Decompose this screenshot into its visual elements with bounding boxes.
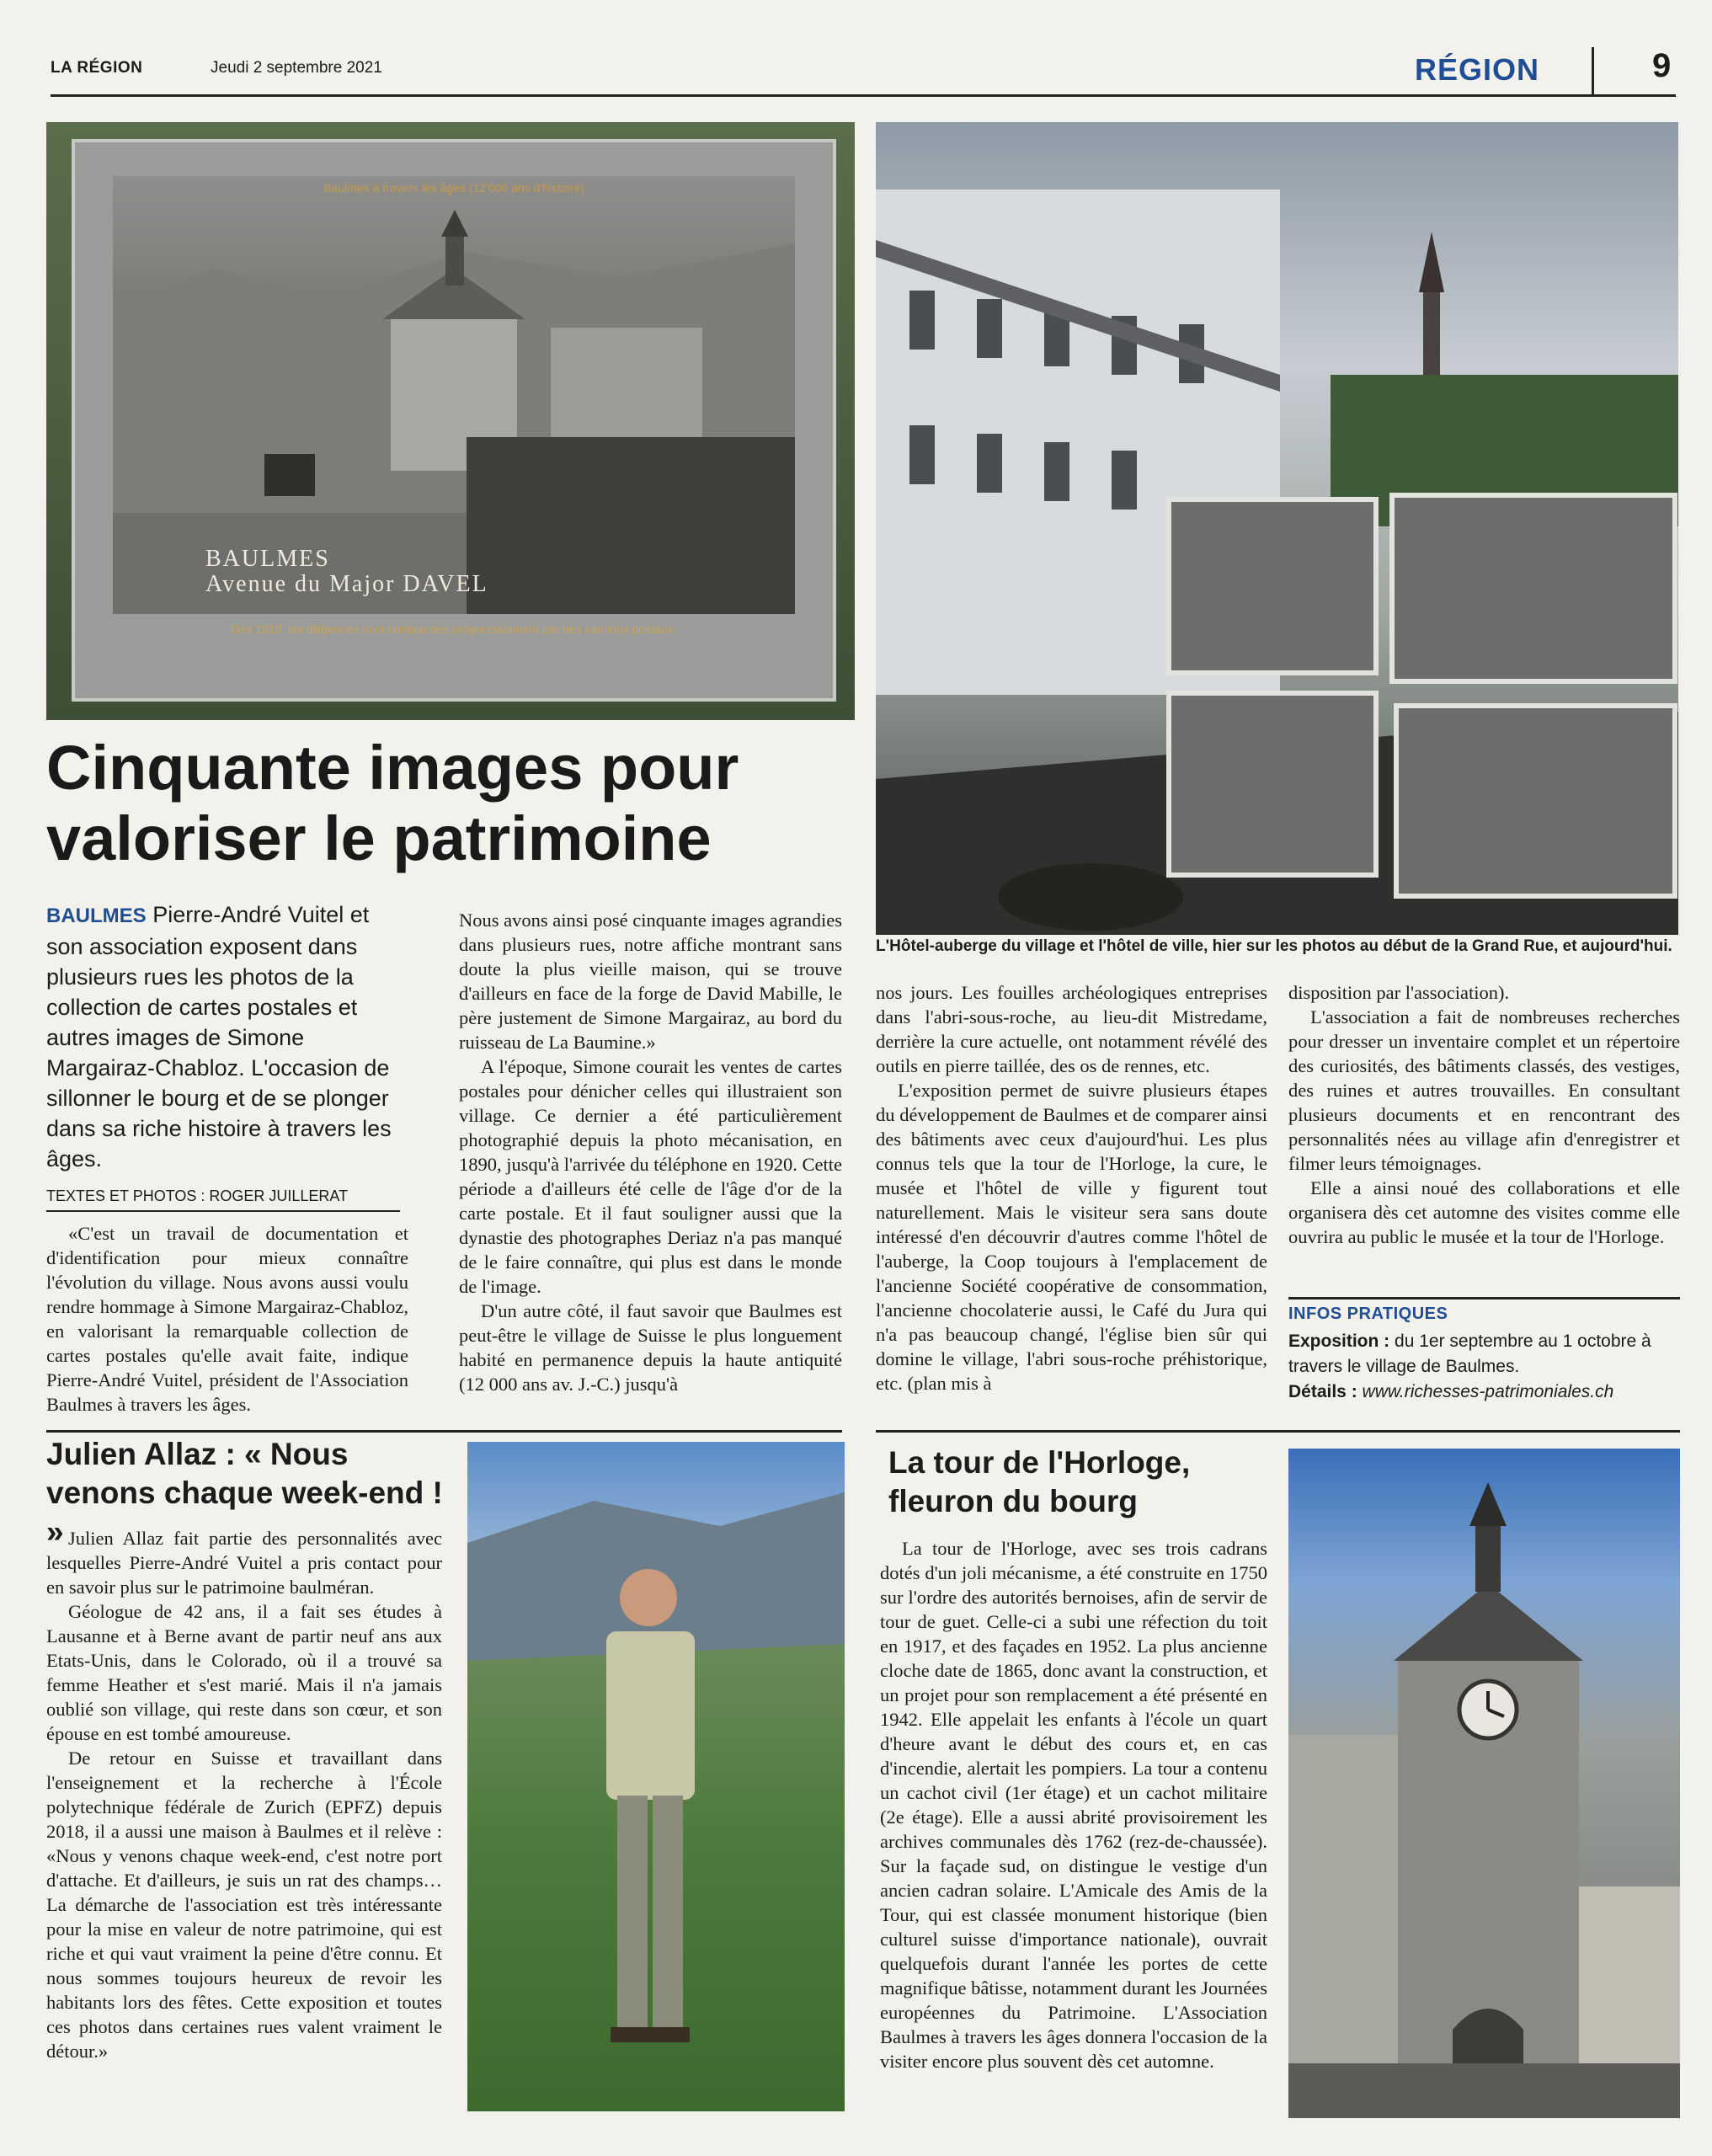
panel-top-left xyxy=(1166,497,1379,675)
issue-date: Jeudi 2 septembre 2021 xyxy=(211,59,382,77)
tour-body xyxy=(880,1536,1267,2073)
photo-julien-allaz xyxy=(467,1442,845,2111)
section-rule xyxy=(46,1430,842,1433)
lead-keyword: BAULMES xyxy=(46,905,147,927)
sign-line-2: Avenue du Major DAVEL xyxy=(205,571,488,597)
infos-title: INFOS PRATIQUES xyxy=(1288,1305,1448,1323)
paragraph: Nous avons ainsi posé cinquante images agrandies dans plusieurs rues, notre affiche montrant sans doute la plus vieille maison, qui se trouve d'ailleurs en face de la forge de David Mabille, le père justement de Simone Margairaz, au bord du ruisseau de La Baumine.» xyxy=(459,910,842,1053)
article-column-3 xyxy=(876,980,1267,1396)
paragraph: De retour en Suisse et travaillant dans l'enseignement et la recherche à l'École polytechnique fédérale de Zurich (EPFZ) depuis 2018, il a aussi une maison à Baulmes et il relève : «Nous y venons chaque week-end, c'est notre port d'attache. Et d'ailleurs, je suis un rat des champs… La démarche de l'association est très intéressante pour la mise en valeur de notre patrimoine, qui est riche et qui vaut vraiment la peine d'être connu. Et nous sommes toujours heureux de revoir les habitants lors des fêtes. Cette exposition et toutes ces photos dans certaines rues valent vraiment le détour.» xyxy=(46,1748,442,2062)
paragraph: L'association a fait de nombreuses recherches pour dresser un inventaire complet et un répertoire des curiosités, des bâtiments classés, des vestiges, des ruines et autres trouvailles. En consultant plusieurs documents et en rencontrant des personnalités nées au village afin d'enregistrer et filmer leurs témoignages. xyxy=(1288,1006,1680,1174)
paragraph: La tour de l'Horloge, avec ses trois cadrans dotés d'un joli mécanisme, a été construite en 1750 sur l'ordre des autorités bernoises, afin de servir de tour de guet. Celle-ci a subi une réfection du toit en 1917, et des façades en 1952. La plus ancienne cloche date de 1865, donc avant la construction, et un projet pour son remplacement a été présenté en 1942. Elle appelait les enfants à l'école un quart d'heure avant le début des cours et, en cas d'incendie, alertait les pompiers. La tour a contenu un cachot civil (1er étage) et un cachot militaire (2e étage). Elle a aussi abrité provisoirement les archives communales dès 1762 (rez-de-chaussée). Sur la façade sud, on distingue le vestige d'un ancien cadran solaire. L'Amicale des Amis de la Tour, qui est classée monument historique (bien culturel suisse d'importance nationale), ouvrait quelquefois durant l'année les portes de cette magnifique bâtisse, notamment durant les Journées européennes du Patrimoine. L'Association Baulmes à travers les âges donnera l'occasion de la visiter encore plus souvent dès cet automne. xyxy=(880,1538,1267,2072)
article-column-4 xyxy=(1288,980,1680,1249)
lead-text: Pierre-André Vuitel et son association exposent dans plusieurs rues les photos de la collection de cartes postales et autres images de Simone Margairaz-Chabloz. L'occasion de sillonner le bourg et de se plonger dans sa riche histoire à travers les âges. xyxy=(46,902,392,1171)
allaz-body xyxy=(46,1526,442,2063)
infos-details-url[interactable]: www.richesses-patrimoniales.ch xyxy=(1362,1382,1614,1401)
paragraph: Julien Allaz fait partie des personnalités avec lesquelles Pierre-André Vuitel a pris contact pour en savoir plus sur le patrimoine baulméran. xyxy=(46,1528,442,1598)
paragraph: nos jours. Les fouilles archéologiques entreprises dans l'abri-sous-roche, au lieu-dit Mistredame, derrière la cure actuelle, ont notamment révélé des outils en pierre taillée, des os de rennes, etc. xyxy=(876,982,1267,1076)
board-frame xyxy=(72,139,836,702)
photo-caption: L'Hôtel-auberge du village et l'hôtel de ville, hier sur les photos au début de la Grand Rue, et aujourd'hui. xyxy=(876,937,1672,955)
sign-line-1: BAULMES xyxy=(205,546,330,572)
tower-scene xyxy=(1288,1449,1680,2118)
photo-clock-tower xyxy=(1288,1449,1680,2118)
infos-details-label: Détails : xyxy=(1288,1382,1357,1401)
paragraph: disposition par l'association). xyxy=(1288,982,1510,1003)
tour-title: La tour de l'Horloge, fleuron du bourg xyxy=(888,1445,1191,1518)
header-divider xyxy=(1592,47,1594,96)
infos-box xyxy=(1288,1297,1680,1405)
photo-exhibition-board xyxy=(46,122,855,720)
paragraph: D'un autre côté, il faut savoir que Baulmes est peut-être le village de Suisse le plus longuement habité en permanence depuis la haute antiquité (12 000 ans av. J.-C.) jusqu'à xyxy=(459,1300,842,1395)
postcard-image xyxy=(113,176,795,614)
article-column-1 xyxy=(46,1221,408,1417)
photo-street-panels xyxy=(876,122,1678,935)
newspaper-brand: LA RÉGION xyxy=(51,59,143,77)
infos-details xyxy=(1288,1380,1680,1405)
infos-rule xyxy=(1288,1297,1680,1299)
main-headline: Cinquante images pour valoriser le patrimoine xyxy=(46,733,739,873)
page-header xyxy=(51,47,1676,97)
paragraph: L'exposition permet de suivre plusieurs étapes du développement de Baulmes et de comparer ainsi des bâtiments avec ceux d'aujourd'hui. Les plus connus tels que la tour de l'Horloge, la cure, le musée et l'hôtel de ville y figurent tout naturellement. Mais le visiteur sera sans doute intéressé d'en découvrir d'autres comme l'hôtel de l'auberge, la Coop toujours à l'emplacement de l'ancienne Société coopérative de consommation, l'ancienne chocolaterie aussi, le Café du Jura qui n'a pas beaucoup changé, l'église bien sûr qui domine le village, l'abri sous-roche préhistorique, etc. (plan mis à xyxy=(876,1080,1267,1394)
allaz-title: Julien Allaz : « Nous venons chaque week-end ! » xyxy=(46,1437,443,1549)
article-lead xyxy=(46,899,408,1174)
paragraph: A l'époque, Simone courait les ventes de cartes postales pour dénicher celles qui illustraient son village. Ce dernier a été particulièrement photographié depuis la photo mécanisation, en 1890, jusqu'à l'arrivée du téléphone en 1920. Cette période a d'ailleurs été celle de l'âge d'or de la carte postale. Et il faut souligner aussi que la dynastie des photographes Deriaz n'a pas manqué de le faire connaître, qui plus est dans le monde de l'image. xyxy=(459,1056,842,1297)
board-caption: Dès 1919, les diligences sont remplacées progressivement par des camions postaux. xyxy=(231,622,677,636)
infos-expo-text: du 1er septembre au 1 octobre à travers le village de Baulmes. xyxy=(1288,1331,1651,1376)
panel-bottom-left xyxy=(1166,691,1379,878)
article-column-2 xyxy=(459,908,842,1396)
panel-bottom-right xyxy=(1394,703,1677,899)
page-number: 9 xyxy=(1652,47,1672,84)
postcard-sign xyxy=(205,547,488,597)
portrait-scene xyxy=(467,1442,845,2111)
byline: TEXTES ET PHOTOS : ROGER JUILLERAT xyxy=(46,1187,400,1212)
section-rubric: RÉGION xyxy=(1415,52,1540,87)
section-rule-2 xyxy=(876,1430,1680,1433)
paragraph: Elle a ainsi noué des collaborations et elle organisera dès cet automne des visites comme elle ouvrira au public le musée et la tour de l'Horloge. xyxy=(1288,1177,1680,1247)
board-title: Baulmes à travers les âges (12'000 ans d'histoire) xyxy=(323,181,584,195)
infos-exposition xyxy=(1288,1329,1680,1380)
infos-expo-label: Exposition : xyxy=(1288,1331,1390,1351)
panel-top-right xyxy=(1389,493,1677,684)
paragraph: Géologue de 42 ans, il a fait ses études à Lausanne et à Berne avant de partir neuf ans aux Etats-Unis, dans le Colorado, où il a trouvé sa femme Heather et s'est marié. Mais il n'a jamais oublié son village, qui reste dans son cœur, et son épouse en est tombé amoureuse. xyxy=(46,1601,442,1744)
paragraph: «C'est un travail de documentation et d'identification pour mieux connaître l'évolution du village. Nous avons aussi voulu rendre hommage à Simone Margairaz-Chabloz, en valorisant la remarquable collection de cartes postales qu'elle avait faite, indique Pierre-André Vuitel, président de l'Association Baulmes à travers les âges. xyxy=(46,1223,408,1415)
